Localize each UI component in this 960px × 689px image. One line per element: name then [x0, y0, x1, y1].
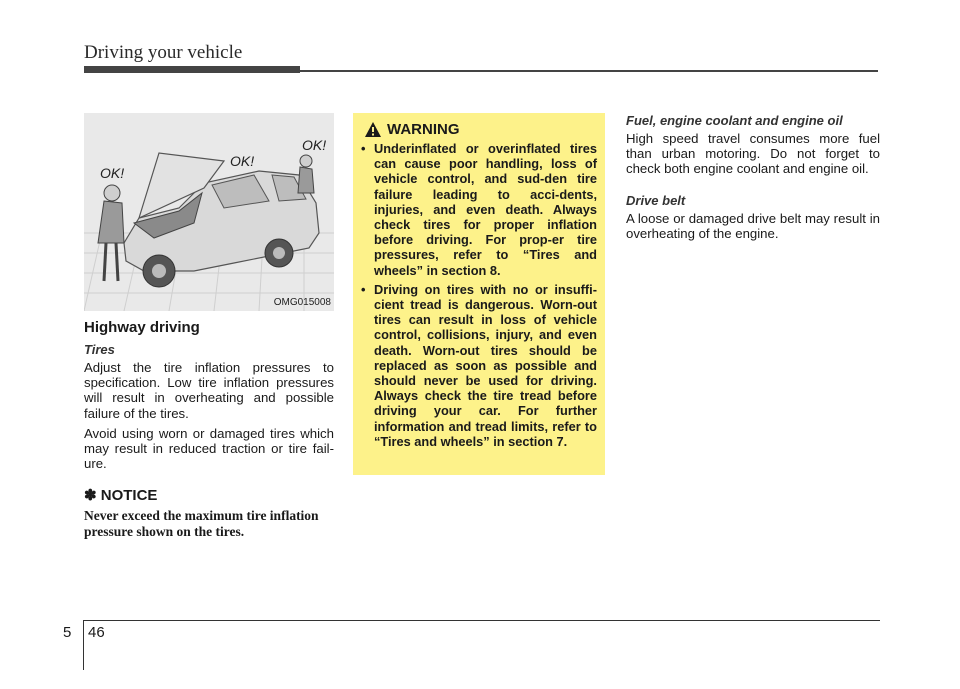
- car-inspection-illustration: [84, 113, 334, 311]
- car-illustration-drawing: [84, 113, 334, 311]
- ok-label: OK!: [302, 137, 327, 153]
- page-header-title: Driving your vehicle: [84, 42, 243, 63]
- notice-title: ✽ NOTICE: [84, 487, 158, 505]
- warning-list: [361, 141, 597, 449]
- warning-box: [353, 113, 605, 475]
- page-number: 46: [88, 624, 105, 641]
- ok-label: OK!: [100, 165, 125, 181]
- section-heading: Highway driving: [84, 319, 200, 336]
- body-paragraph: A loose or damaged drive belt may result in overheating of the engine.: [626, 210, 880, 241]
- ok-label: OK!: [230, 153, 255, 169]
- sub-heading: Drive belt: [626, 192, 686, 208]
- figure-code: OMG015008: [273, 297, 331, 308]
- warning-title: WARNING: [387, 121, 460, 138]
- header-rule-thin: [300, 70, 878, 72]
- sub-heading: Tires: [84, 342, 115, 357]
- footer-rule: [83, 620, 880, 621]
- right-column: [626, 113, 880, 246]
- header-rule-thick: [84, 66, 300, 73]
- left-column: [84, 113, 334, 540]
- chapter-number: 5: [63, 624, 72, 641]
- footer-divider: [83, 620, 84, 670]
- warning-triangle-icon: [365, 122, 381, 137]
- warning-item: • Driving on tires with no or insuffi-cient tread is dangerous. Worn-out tires can result in loss of vehicle control, collisions, injury, and even death. Worn-out tires should be replaced as soon as possible and should never be used for driving. Always check the tire tread before driving your car. For further information and tread limits, refer to “Tires and wheels” in section 7.: [361, 282, 597, 449]
- notice-text: Never exceed the maximum tire inflation pressure shown on the tires.: [84, 508, 319, 540]
- body-paragraph: High speed travel consumes more fuel than urban motoring. Do not forget to check both engine coolant and engine oil.: [626, 131, 880, 177]
- body-paragraph: Avoid using worn or damaged tires which may result in reduced traction or tire fail-ure.: [84, 425, 334, 472]
- warning-header: [365, 121, 597, 138]
- warning-item: • Underinflated or overinflated tires can cause poor handling, loss of vehicle control, and sud-den tire failure leading to acci-dents, injuries, and even death. Always check tires for proper inflation before driving. For prop-er tire pressures, refer to “Tires and wheels” in section 8.: [361, 141, 597, 278]
- body-paragraph: Adjust the tire inflation pressures to specification. Low tire inflation pressures will result in overheating and possible failure of the tires.: [84, 360, 334, 421]
- sub-heading: Fuel, engine coolant and engine oil: [626, 113, 843, 128]
